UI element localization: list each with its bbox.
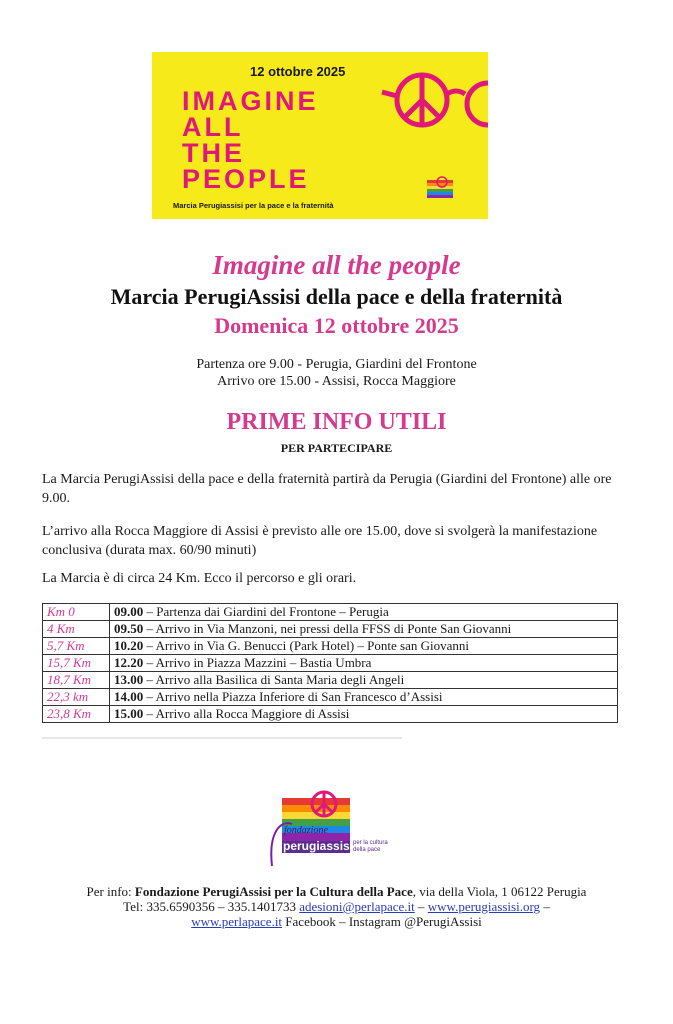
logo-fondazione-text: fondazione	[284, 825, 328, 836]
table-row	[43, 689, 618, 706]
email-link[interactable]: adesioni@perlapace.it	[299, 899, 415, 914]
footer-sep: –	[414, 899, 428, 914]
rainbow-peace-mini-logo	[427, 176, 453, 198]
event-time: 09.00	[114, 604, 144, 619]
event-cell	[110, 689, 618, 706]
event-time: 09.50	[114, 621, 144, 636]
km-cell: 5,7 Km	[43, 638, 110, 655]
km-cell: 4 Km	[43, 621, 110, 638]
km-cell: 23,8 Km	[43, 706, 110, 723]
event-cell	[110, 638, 618, 655]
fondazione-perugiassisi-logo	[262, 790, 402, 868]
info-paragraph-route: La Marcia è di circa 24 Km. Ecco il percorso e gli orari.	[42, 571, 357, 586]
km-cell: 22,3 km	[43, 689, 110, 706]
banner-title-line: ALL	[182, 112, 244, 142]
event-cell	[110, 604, 618, 621]
table-row	[43, 638, 618, 655]
event-desc: – Arrivo alla Basilica di Santa Maria degli Angeli	[143, 672, 405, 687]
event-time: 14.00	[114, 689, 144, 704]
footer-social: Facebook – Instagram @PerugiAssisi	[282, 914, 482, 929]
banner-title-line: THE	[182, 138, 245, 168]
event-time: 15.00	[114, 706, 144, 721]
event-banner	[152, 52, 488, 219]
info-subtitle: PER PARTECIPARE	[280, 441, 393, 455]
event-desc: – Arrivo in Piazza Mazzini – Bastia Umbra	[143, 655, 372, 670]
event-cell	[110, 706, 618, 723]
logo-tagline-text	[353, 840, 388, 854]
event-time: 12.20	[114, 655, 144, 670]
event-cell	[110, 621, 618, 638]
logo-tagline-2: della pace	[353, 847, 381, 853]
footer-line-1	[0, 884, 673, 899]
event-cell	[110, 655, 618, 672]
event-desc: – Arrivo in Via G. Benucci (Park Hotel) – Ponte san Giovanni	[143, 638, 469, 653]
peace-glasses-icon	[380, 66, 488, 128]
info-paragraph-arrival: L’arrivo alla Rocca Maggiore di Assisi è previsto alle ore 15.00, dove si svolgerà la manifestazione conclusiva (durata max. 60/90 minuti)	[42, 524, 598, 558]
banner-subtitle: Marcia Perugiassisi per la pace e la fraternità	[173, 201, 334, 210]
partenza-text: Partenza ore 9.00 - Perugia, Giardini del Frontone	[196, 357, 477, 372]
heading-marcia: Marcia PerugiAssisi della pace e della fraternità	[110, 284, 563, 309]
perugiassisi-site-link[interactable]: www.perugiassisi.org	[427, 899, 541, 914]
logo-tagline-1: per la cultura	[353, 840, 388, 846]
table-row	[43, 604, 618, 621]
info-title: PRIME INFO UTILI	[226, 409, 447, 435]
faint-text-line	[42, 733, 402, 743]
footer-contacts	[0, 884, 673, 929]
event-desc: – Arrivo nella Piazza Inferiore di San Francesco d’Assisi	[143, 689, 443, 704]
event-desc: – Partenza dai Giardini del Frontone – Perugia	[143, 604, 389, 619]
footer-tel: Tel: 335.6590356 – 335.1401733	[123, 899, 300, 914]
km-cell: Km 0	[43, 604, 110, 621]
table-row	[43, 672, 618, 689]
schedule-table	[42, 603, 618, 723]
event-time: 13.00	[114, 672, 144, 687]
km-cell: 15,7 Km	[43, 655, 110, 672]
km-cell: 18,7 Km	[43, 672, 110, 689]
event-desc: – Arrivo alla Rocca Maggiore di Assisi	[143, 706, 350, 721]
times-block	[0, 356, 673, 390]
event-time: 10.20	[114, 638, 144, 653]
event-cell	[110, 672, 618, 689]
table-row	[43, 706, 618, 723]
heading-date: Domenica 12 ottobre 2025	[214, 313, 459, 338]
perlapace-site-link[interactable]: www.perlapace.it	[191, 914, 283, 929]
banner-title	[182, 88, 319, 192]
banner-title-line: PEOPLE	[182, 164, 310, 194]
arrivo-text: Arrivo ore 15.00 - Assisi, Rocca Maggiore	[217, 374, 456, 389]
footer-per-info: Per info:	[86, 884, 135, 899]
footer-address: , via della Viola, 1 06122 Perugia	[412, 884, 587, 899]
footer-line-3	[0, 914, 673, 929]
logo-name-text: perugiassisi	[283, 839, 354, 853]
table-row	[43, 621, 618, 638]
info-paragraph-start: La Marcia PerugiAssisi della pace e della fraternità partirà da Perugia (Giardini del Frontone) alle ore 9.00.	[42, 472, 612, 506]
table-row	[43, 655, 618, 672]
footer-org: Fondazione PerugiAssisi per la Cultura della Pace	[134, 884, 413, 899]
footer-sep: –	[540, 899, 550, 914]
event-desc: – Arrivo in Via Manzoni, nei pressi della FFSS di Ponte San Giovanni	[143, 621, 512, 636]
banner-title-line: IMAGINE	[182, 86, 319, 116]
footer-line-2	[0, 899, 673, 914]
banner-date: 12 ottobre 2025	[250, 64, 346, 79]
heading-imagine: Imagine all the people	[212, 250, 461, 280]
